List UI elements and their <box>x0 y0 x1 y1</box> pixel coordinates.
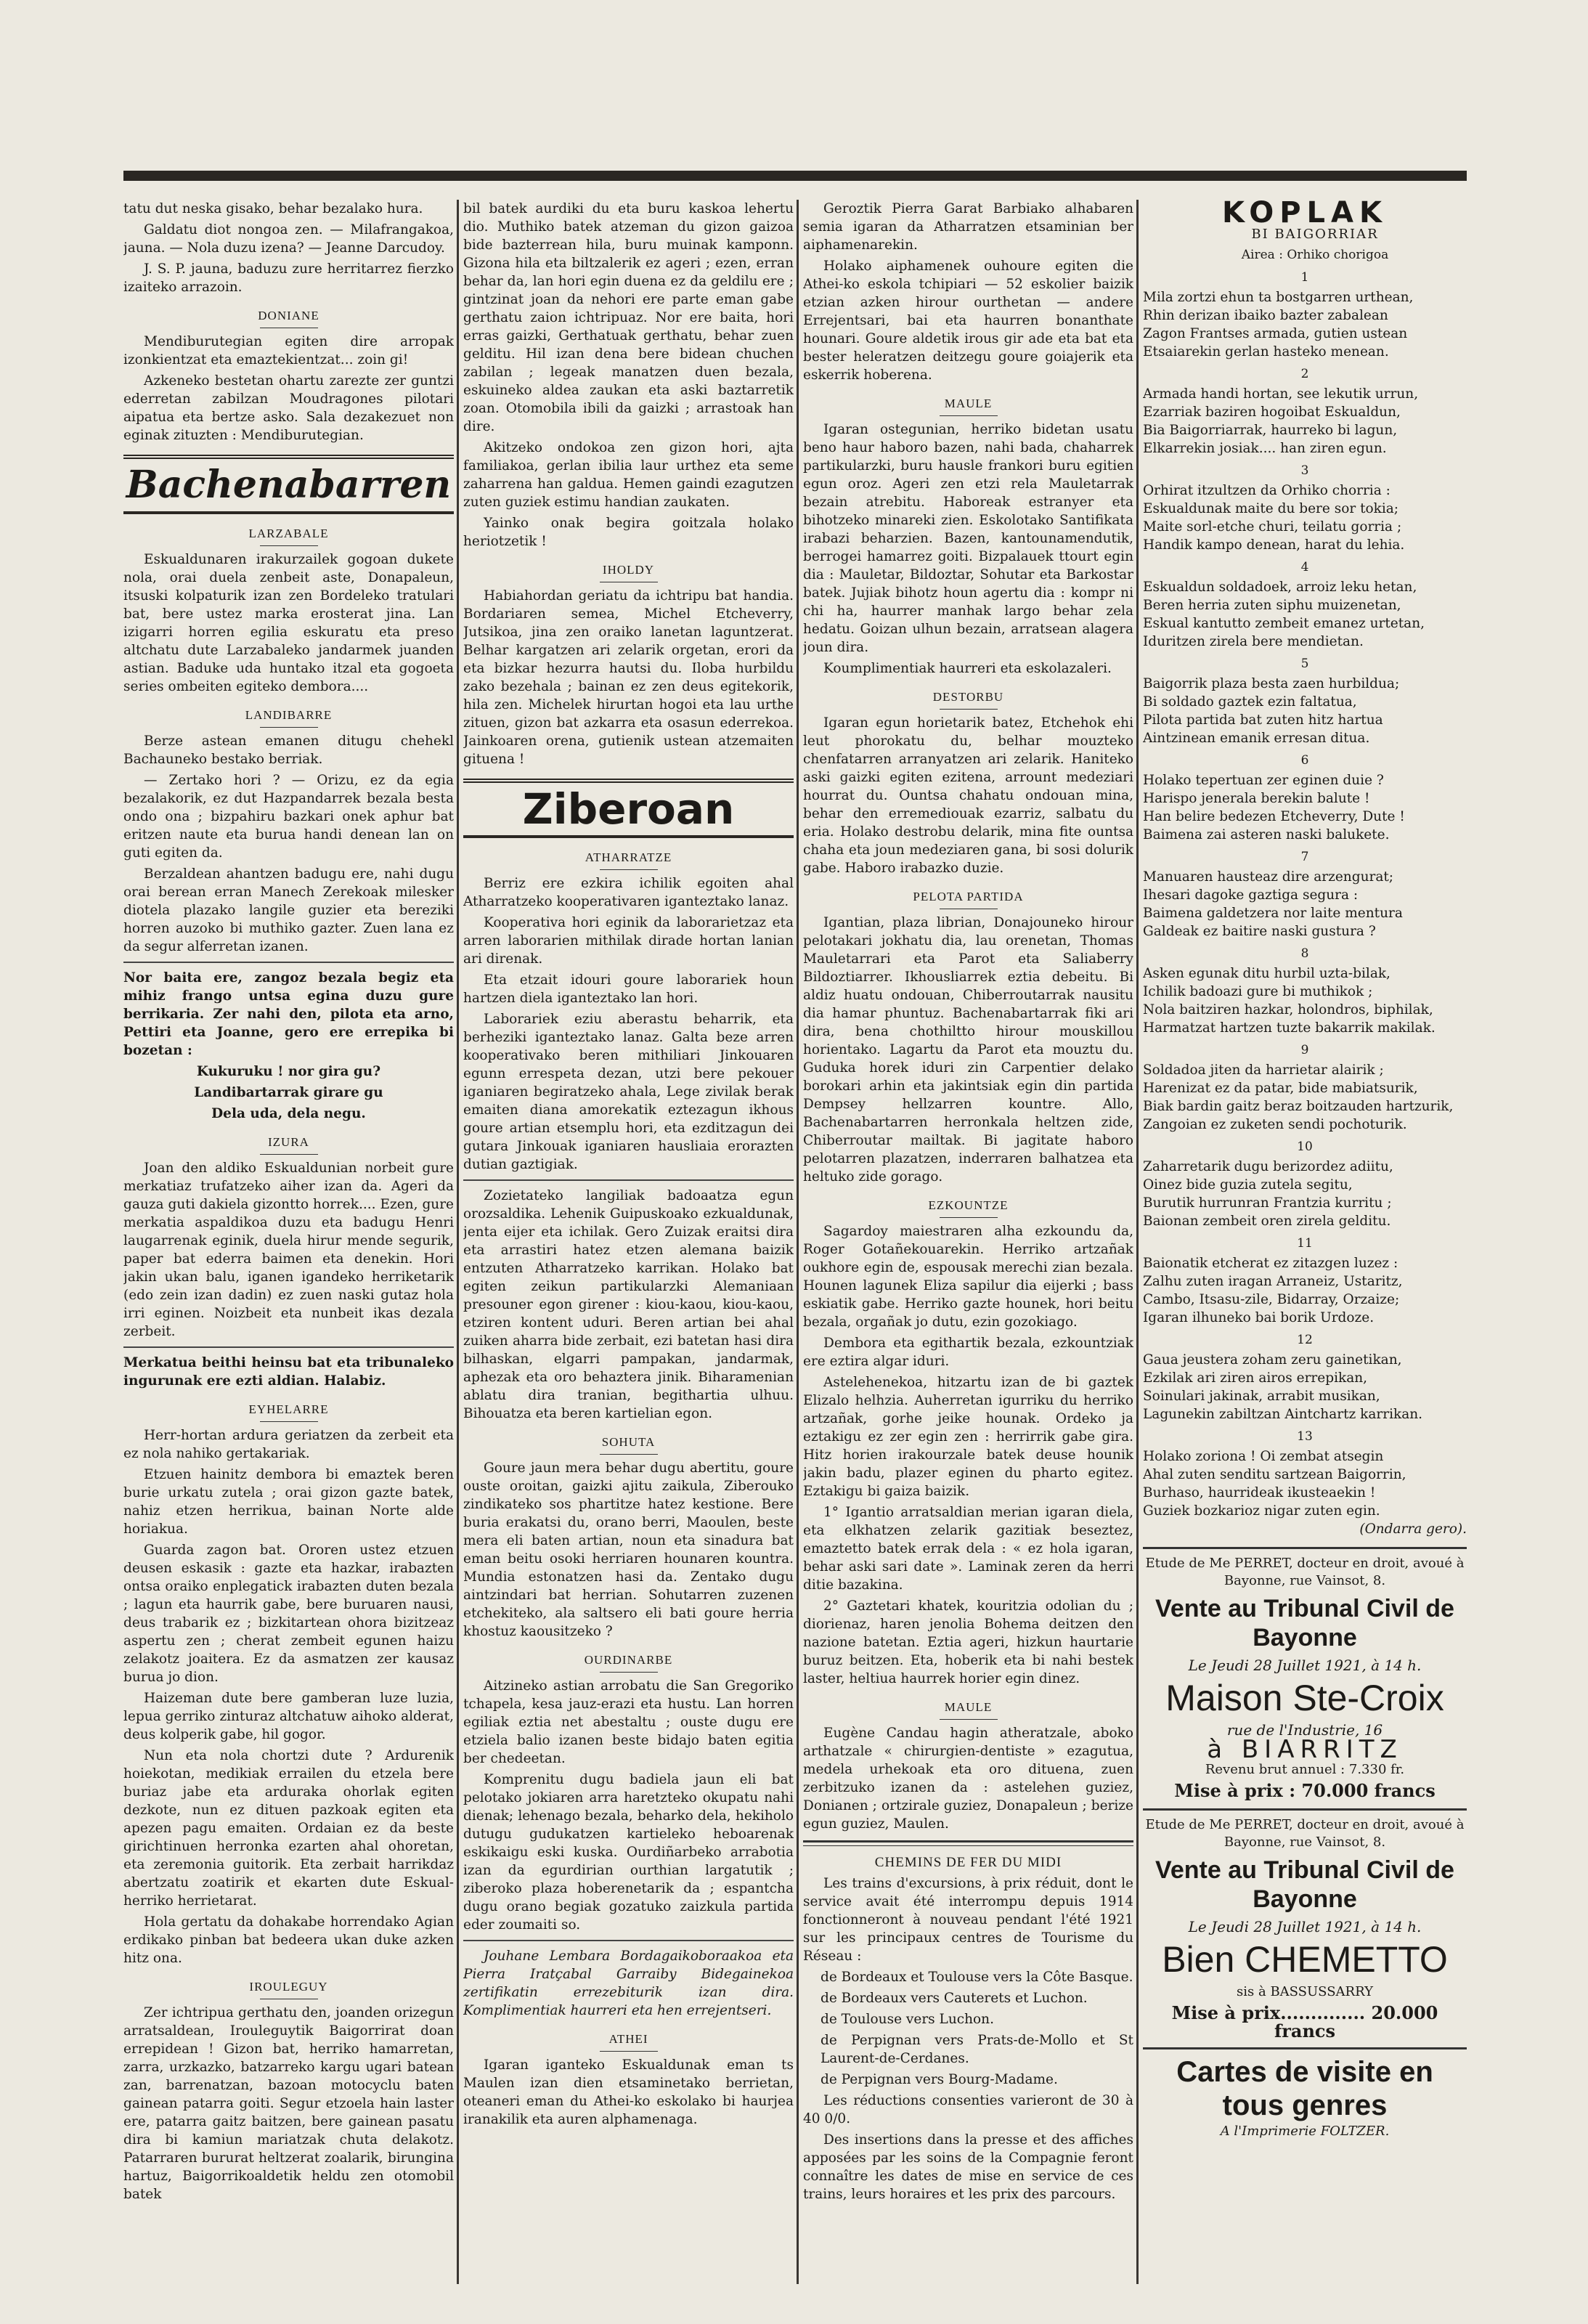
verse-line: Baionatik etcherat ez zitazgen luzez : <box>1143 1256 1398 1271</box>
verse-line: Ihesari dagoke gaztiga segura : <box>1143 887 1359 903</box>
verse-line: Harenizat ez da patar, bide mabiatsurik, <box>1143 1081 1418 1096</box>
paragraph: Nun eta nola chortzi dute ? Ardurenik hoiekotan, medikiak errailen du etzela bere buriaz jabe eta arduraka ohorlak egiten dezkote, nun ez dituen pazkoak egiten eta apezen pagu emaiten. Ordaian ez da beste girichtinuen herronka ezarten ahal ohoretan, eta zeremonia guitorik. Eta zerbait harrikdaz abertzatu zoatirik et ekarten dute Eskual-herriko herrietarat. <box>123 1748 454 1909</box>
paragraph: Herr-hortan ardura geriatzen da zerbeit eta ez nola nahiko gertakariak. <box>123 1428 454 1461</box>
paragraph: Berzaldean ahantzen badugu ere, nahi dugu orai berean erran Manech Zerekoak milesker diotela plazako langile guzier eta bereziki horren auzoko bi muthiko gazter. Zuen lana ez da segur alferretan izanen. <box>123 866 454 954</box>
verse-number: 8 <box>1300 946 1309 961</box>
paragraph: — Zertako hori ? — Orizu, ez da egia bezalakorik, ez dut Hazpandarrek bezala besta ondo ona ; bizpahiru bazkari onek aphur bat eritzen naute eta burua handi denean lan on guti egiten da. <box>123 773 454 861</box>
verse-line: Oinez bide guzia zutela segitu, <box>1143 1177 1353 1193</box>
paragraph: Des insertions dans la presse et des affiches apposées par les soins de la Compagnie feront connaître les dates de mise en service de ces trains, leurs horaires et les prix des parcours. <box>803 2132 1133 2202</box>
heading-maule-2: MAULE <box>803 1698 1133 1720</box>
verse-line: Igaran ilhuneko bai borik Urdoze. <box>1143 1310 1375 1325</box>
verse-line: Harmatzat hartzen tuzte bakarrik makilak. <box>1143 1020 1436 1036</box>
paragraph: Joan den aldiko Eskualdunian norbeit gure merkatiaz trufatzeko aiher izan da. Ageri da gauza guti dakiela gizontto horrek.... Ezen, gure merkatia aspaldikoa duzu eta badugu Henri laugarrenak eginik, duela hirur mende segurik, paper bat ederra baimen eta denekin. Hori jakin ukan balu, iganen igandeko herriketarik (edo zein izan dadin) ez zuen naski gutaz hola irri eginen. Noizbeit eta nunbeit ikas dezala zerbeit. <box>123 1161 454 1339</box>
section-title-ziberoan: Ziberoan <box>463 779 794 838</box>
route-line: de Bordeaux et Toulouse vers la Côte Basque. <box>821 1970 1133 1985</box>
verse-line: Baigorrik plaza besta zaen hurbildua; <box>1143 676 1400 691</box>
verse-number: 10 <box>1297 1139 1313 1154</box>
ad-cartes-de-visite: Cartes de visite en tous genres <box>1143 2047 1467 2122</box>
verse-number: 6 <box>1300 753 1309 768</box>
ad-vente: Vente au Tribunal Civil de Bayonne <box>1155 1856 1454 1913</box>
verse-line: Holako tepertuan zer eginen duie ? <box>1143 773 1384 788</box>
heading-larzabale: LARZABALE <box>123 524 454 546</box>
chant-line: Landibartarrak girare gu <box>194 1085 383 1100</box>
verse-line: Rhin derizan ibaiko bazter zabalean <box>1143 308 1388 323</box>
heading-sohuta: SOHUTA <box>463 1433 794 1455</box>
paragraph: Igaran iganteko Eskualdunak eman ts Maulen izan dien etsaminetako berrietan, oteaneri eman du Athei-ko eskolako bi haurjea iranakilik eta auren alphamenaga. <box>463 2057 794 2127</box>
paragraph: Yainko onak begira goitzala holako heriotzetik ! <box>463 516 794 549</box>
verse-line: Zaharretarik dugu berizordez adiitu, <box>1143 1159 1393 1174</box>
paragraph: Igaran ostegunian, herriko bidetan usatu beno haur haboro bazen, nahi bada, chaharrek partikularzki, buru hausle frankori buru egitien egun oroz. Ageri zen etzi rela Mauletarrak bezain atrebitu. Haboreak estranyer eta bihotzeko minareki zien. Eskolotako Santifikata irabazi beharzien. Bazen, kantounamendutik, berrogei hamarrez goiti. Bizpalauek ttourt egin dia : Mauletar, Bildoztar, Sohutar eta Barkostar batek. Jujiak bihotz houn agertu dia : kompr ni chi ha, haurrer manhak largo behar zela hedatu. Goizan ulhun bezain, arratsean alagera joun dira. <box>803 422 1133 655</box>
verse-line: Zalhu zuten iragan Arraneiz, Ustaritz, <box>1143 1274 1403 1289</box>
route-line: de Perpignan vers Bourg-Madame. <box>821 2072 1058 2087</box>
verse-line: Zagon Frantses armada, gutien ustean <box>1143 326 1408 341</box>
ad-property: Maison Ste-Croix <box>1165 1678 1444 1718</box>
heading-athei: ATHEI <box>463 2030 794 2052</box>
verse-line: Iduritzen zirela bere mendietan. <box>1143 634 1364 649</box>
verse-line: Handik kampo denean, harat du lehia. <box>1143 537 1405 553</box>
paragraph: Akitzeko ondokoa zen gizon hori, ajta familiakoa, gerlan ibilia laur urthez eta seme zaharrena han galdua. Hemen gaindi ezagutzen zuten guziek estimu handian zaukaten. <box>463 440 794 510</box>
heading-ourdinarbe: OURDINARBE <box>463 1651 794 1673</box>
paragraph: Sagardoy maiestraren alha ezkoundu da, Roger Gotañekouarekin. Herriko artzañak oukhore egin de, espousak merechi zian bezala. Hounen lagunek Eliza sapilur dia eijerki ; bass eskiatik gabe. Herriko gazte hounek, hori beitu bezala, orgañak jo dutu, ezin gozokiago. <box>803 1224 1133 1330</box>
verse-number: 13 <box>1297 1429 1313 1444</box>
verse-line: Mila zortzi ehun ta bostgarren urthean, <box>1143 290 1414 305</box>
paragraph: Nor baita ere, zangoz bezala begiz eta mihiz frango untsa egina duzu gure berrikaria. Zer nahi den, pilota eta arno, Pettiri eta Joanne, gero ere errepika bi bozetan : <box>123 970 454 1058</box>
column-2 <box>463 200 794 2284</box>
verse-number: 3 <box>1300 463 1309 478</box>
paragraph: Jouhane Lembara Bordagaikoboraakoa eta Pierra Iratçabal Garraiby Bidegainekoa zertifikatin errezebiturik izan dira. Komplimentiak haurreri eta hen errejentseri. <box>463 1949 794 2018</box>
newspaper-page <box>123 156 1467 2291</box>
verse-line: Lagunekin zabiltzan Aintchartz karrikan. <box>1143 1407 1423 1422</box>
divider <box>123 1346 454 1348</box>
verse-line: Holako zoriona ! Oi zembat atsegin <box>1143 1449 1384 1464</box>
paragraph: Berze astean emanen ditugu chehekl Bachauneko bestako berriak. <box>123 734 454 767</box>
paragraph: Dembora eta egithartik bezala, ezkountziak ere eztira algar iduri. <box>803 1336 1133 1369</box>
paragraph: Geroztik Pierra Garat Barbiako alhabaren semia igaran da Atharratzen etsaminian ber aiphamenarekin. <box>803 201 1133 253</box>
verse-line: Burhaso, haurrideak ikusteaekin ! <box>1143 1485 1376 1500</box>
koplak-subtitle: BI BAIGORRIAR <box>1251 227 1379 242</box>
verse-line: Soinulari jakinak, arrabit musikan, <box>1143 1389 1380 1404</box>
verse-line: Zangoian ez zuketen sendi pochoturik. <box>1143 1117 1407 1132</box>
paragraph: Aitzineko astian arrobatu die San Gregoriko tchapela, kesa jauz-erazi eta hustu. Lan horren egiliak eztia net abestaltu ; ouste dugu ere etziela balio izanen beste bidajo baten egitia ber chedeetan. <box>463 1678 794 1766</box>
paragraph: Les réductions consenties varieront de 30 à 40 0/0. <box>803 2093 1133 2126</box>
divider <box>803 1840 1133 1846</box>
ad-imprimerie: A l'Imprimerie FOLTZER. <box>1220 2124 1390 2139</box>
paragraph: Holako aiphamenek ouhoure egiten die Athei-ko eskola tchipiari — 52 eskolier baizik etzian azken hirour ourthetan — andere Errejentsari, bai eta haurren bonanthate hounari. Goure aldetik irous gir ade eta bat eta bester heleratzen deitzegu goure goiajerik eta eskerrik hoberena. <box>803 259 1133 383</box>
ad-address: rue de l'Industrie, 16 <box>1226 1721 1383 1739</box>
verse-line: Han belire bedezen Etcheverry, Dute ! <box>1143 809 1405 824</box>
heading-destorbu: DESTORBU <box>803 688 1133 710</box>
verse-line: Ichilik badoazi gure bi muthikok ; <box>1143 984 1373 999</box>
ad-etude: Etude de Me PERRET, docteur en droit, avoué à Bayonne, rue Vainsot, 8. <box>1145 1817 1465 1850</box>
verse-line: Asken egunak ditu hurbil uzta-bilak, <box>1143 966 1390 981</box>
verse-number: 12 <box>1297 1333 1313 1347</box>
paragraph: Mendiburutegian egiten dire arropak izonkientzat eta emaztekientzat... zoin gi! <box>123 334 454 367</box>
paragraph: Galdatu diot nongoa zen. — Milafrangakoa, jauna. — Nola duzu izena? — Jeanne Darcudoy. <box>123 222 454 256</box>
verse-line: Soldadoa jiten da harrietar alairik ; <box>1143 1063 1384 1078</box>
heading-ezkountze: EZKOUNTZE <box>803 1196 1133 1218</box>
verse-line: Pilota partida bat zuten hitz hartua <box>1143 712 1383 728</box>
ad-date: Le Jeudi 28 Juillet 1921, à 14 h. <box>1188 1657 1422 1674</box>
paragraph: Koumplimentiak haurreri eta eskolazaleri. <box>823 661 1112 676</box>
paragraph: Hola gertatu da dohakabe horrendako Agian erdikako pinban bat bedeera ukan duke azken hitz ona. <box>123 1914 454 1966</box>
paragraph: Guarda zagon bat. Ororen ustez etzuen deusen eskasik : gazte eta hazkar, irabazten ontsa oraiko enplegatick irabazten duten bezala ; lagun eta haurrik gabe, bere buruaren nausi, deus trabarik ez ; bizkitartean ohora bizitzeaz aspertu zen ; cherat zembeit egunen haizu zelakotz joaitera. Ez da asmatzen zer kausaz burua jo dion. <box>123 1543 454 1685</box>
verse-line: Ahal zuten senditu sartzean Baigorrin, <box>1143 1467 1406 1482</box>
ad-price: Mise à prix : 70.000 francs <box>1174 1780 1436 1801</box>
verse-line: Elkarrekin josiak.... han ziren egun. <box>1143 441 1387 456</box>
paragraph: Komprenitu dugu badiela jaun eli bat pelotako jokiaren arra haretzteko okupatu nahi dienak; lehenago bezala, beharko dela, hekiholo dutugu gudukatzen kartieleko heboarenak eskikaigu eski kuska. Ourdiñarbeko arrabotia izan da egurdirian ourthian largatutik ; ziberoko plaza hoberenetarik da ; espantcha dugu orano begiak gozatuko zaizkula partida eder zoumaiti so. <box>463 1772 794 1933</box>
paragraph: Laborariek eziu aberastu beharrik, eta berheziki iganteztako lanaz. Galta beze arren kooperativako beren mithiliari Jinkouaren egunn errespeta dezan, utzi bere pekouer iganiaren begiratzeko ahala, Lege zivilak berak emaiten diana amorekatik eztezagun ikhous goure artian etsemplu hori, eta ezditzagun dei gutara Jinkouak iganiaren hausliaia erorazten dutian gaztigiak. <box>463 1012 794 1172</box>
koplak-air: Airea : Orhiko chorigoa <box>1241 248 1389 262</box>
verse-line: Galdeak ez baitire naski gustura ? <box>1143 924 1376 939</box>
divider <box>463 1940 794 1941</box>
verses <box>1143 269 1467 1520</box>
paragraph: Berriz ere ezkira ichilik egoiten ahal Atharratzeko kooperativaren iganteztako lanaz. <box>463 876 794 909</box>
verse-line: Eskualdunak maite du bere sor tokia; <box>1143 501 1399 516</box>
paragraph: Merkatua beithi heinsu bat eta tribunaleko ingurunak ere ezti aldian. Halabiz. <box>123 1355 454 1389</box>
verse-line: Manuaren hausteaz dire arzengurat; <box>1143 869 1394 885</box>
header-rule <box>123 171 1467 181</box>
heading-landibarre: LANDIBARRE <box>123 706 454 728</box>
verse-line: Baimena zai asteren naski balukete. <box>1143 827 1390 842</box>
verse-line: Cambo, Itsasu-zile, Bidarray, Orzaize; <box>1143 1292 1400 1307</box>
paragraph: Etzuen hainitz dembora bi emaztek beren burie urkatu zutela ; orai gizon gazte batek, nahiz etzen herrikua, bainan Norte alde horiakua. <box>123 1467 454 1537</box>
divider <box>463 1179 794 1181</box>
verse-line: Aintzinean emanik erresan ditua. <box>1143 731 1370 746</box>
verse-line: Burutik hurrunran Frantzia kurritu ; <box>1143 1195 1392 1211</box>
verse-line: Armada handi hortan, see lekutik urrun, <box>1143 386 1419 402</box>
ad-price: Mise à prix.............. 20.000 francs <box>1171 2002 1438 2041</box>
verse-line: Beren herria zuten siphu muizenetan, <box>1143 598 1401 613</box>
paragraph: Igaran egun horietarik batez, Etchehok ehi leut phorokatu du, belhar mouzteko chenfatarren arranyatzen ari zelarik. Haniteko aski gaizki egiten ezitena, arrount medeziari hourrat du. Ountsa chahatu ondouan mina, behar den erremediouak ezarriz, salbatu du eria. Holako destrobu delarik, mina fite ountsa chaha eta joun medeziaren gana, bi sosi dolurik gabe. Haboro irabazko duzie. <box>803 715 1133 876</box>
ad-etude: Etude de Me PERRET, docteur en droit, avoué à Bayonne, rue Vainsot, 8. <box>1145 1556 1465 1588</box>
heading-atharratze: ATHARRATZE <box>463 848 794 870</box>
heading-irouleguy: IROULEGUY <box>123 1978 454 1999</box>
verse-line: Nola baitziren hazkar, holondros, biphilak, <box>1143 1002 1433 1017</box>
verse-line: Harispo jenerala berekin balute ! <box>1143 791 1370 806</box>
paragraph: Goure jaun mera behar dugu abertitu, goure ouste oroitan, gaizki ajitu zaikula, Ziberouko zindikateko sos phartitze hatez kestione. Bere buria erakatsi du, orano berri, Maoulen, beste mera eli baten artian, noun eta sinadura bat eman beitu osoki herriaren hounaren kountra. Mundia estonatzen hasi da. Zentako dugu aintzindari bat herrian. Sohutarren zuzenen etchekiteko, ala saltsero eli bati goure herria khostuz kaousitzeko ? <box>463 1460 794 1639</box>
ad-property: Bien CHEMETTO <box>1162 1939 1448 1980</box>
paragraph: Astelehenekoa, hitzartu izan de bi gaztek Elizalo helhzia. Auherretan igurriku du herriko artzañak, gorhe jeike hounak. Ordeko ja eztakigu ez zer egin zen : herrirrik gabe gira. Hitz horien irakourzale batek deuse hounik jakin badu, plazer eginen du pharto egitez. Eztakigu bi gaiza baizik. <box>803 1375 1133 1499</box>
paragraph: 2° Gaztetari khatek, kouritzia odolian du ; diorienaz, haren jenolia Bohema deitzen den nazione batetan. Eztia ageri, hizkun haurtarie buruz beitzen. Eta, hoberik eta bi nahi bestek laster, heltiua haurrek horier egin dinez. <box>803 1598 1133 1686</box>
paragraph: tatu dut neska gisako, behar bezalako hura. <box>123 201 423 216</box>
paragraph: Eugène Candau hagin atheratzale, aboko arthatzale « chirurgien-dentiste » ezagutua, medela urhekoak eta oro dituena, zuen zerbitzuko izanen da : astelehen guziez, Donianen ; ortzirale guziez, Donapaleun ; berize egun guziez, Maulen. <box>803 1726 1133 1832</box>
ad-city: à BIARRITZ <box>1207 1735 1403 1764</box>
verse-number: 11 <box>1297 1236 1313 1251</box>
heading-iholdy: IHOLDY <box>463 561 794 582</box>
paragraph: Azkeneko bestetan ohartu zarezte zer guntzi ederretan zabilzan Moudragones pilotari aipatua eta bertze asko. Sala dezakezuet non eginak zituzten : Mendiburutegian. <box>123 373 454 443</box>
column-divider <box>797 200 799 2284</box>
heading-pelota-partida: PELOTA PARTIDA <box>803 887 1133 909</box>
section-title-bachenabarren: Bachenabarren <box>123 455 454 514</box>
heading-chemins-de-fer: CHEMINS DE FER DU MIDI <box>874 1855 1062 1870</box>
column-1 <box>123 200 454 2284</box>
koplak-title: KOPLAK <box>1222 200 1388 229</box>
verse-number: 4 <box>1300 560 1309 574</box>
verse-line: Eskualdun soldadoek, arroiz leku hetan, <box>1143 580 1417 595</box>
column-3 <box>803 200 1133 2284</box>
paragraph: Habiahordan geriatu da ichtripu bat handia. Bordariaren semea, Michel Etcheverry, Jutsikoa, jina zen oraiko lanetan laguntzerat. Belhar kargatzen ari zelarik orgetan, erori da eta bizkar hezurra hautsi du. Iloba hurbildu zako bezehala ; bainan ez zen deus egitekorik, hila zen. Michelek hirurtan hogoi eta lau urthe zituen, gizon bat azkarra eta osasun ederrekoa. Jainkoaren orena, gutienik ustean atzemaiten gituena ! <box>463 588 794 767</box>
verse-line: Bi soldado gaztek ezin faltatua, <box>1143 694 1357 710</box>
verse-line: Orhirat itzultzen da Orhiko chorria : <box>1143 483 1390 498</box>
verse-line: Etsaiarekin gerlan hasteko menean. <box>1143 344 1389 359</box>
verse-line: Maite sorl-etche churi, teilatu gorria ; <box>1143 519 1402 535</box>
heading-izura: IZURA <box>123 1133 454 1155</box>
ad-city: sis à BASSUSSARRY <box>1237 1984 1373 1999</box>
ad-revenue: Revenu brut annuel : 7.330 fr. <box>1205 1762 1405 1777</box>
verse-number: 9 <box>1300 1043 1309 1057</box>
paragraph: Les trains d'excursions, à prix réduit, dont le service avait été interrompu depuis 1914 fonctionneront à nouveau pendant l'été 1921 sur les principaux centres de Tourisme du Réseau : <box>803 1876 1133 1964</box>
paragraph: Zozietateko langiliak badoaatza egun orozsaldika. Lehenik Guipuskoako ezkualdunak, jenta eijer eta ichilak. Gero Zuizak eraitsi dira eta arrastiri hatez etzen alemana baizik entzuten Atharratzeko karrikan. Holako bat egiten zeikun partikularzki Alemaniaan presouner egon girener : kiou-kaou, kiou-kaou, etziren kontent uduri. Beren artian bei ahal zuiken aharra bide zerbait, ezi batetan hasi dira bilhaskan, elgarri pampakan, jandarmak, aphezak eta oro behaztera jinik. Biharamenian ablatu dira tranian, begithartia ulhuu. Bihouatza eta beren kartielian egon. <box>463 1188 794 1421</box>
column-4 <box>1143 200 1467 2284</box>
column-divider <box>1136 200 1139 2284</box>
route-line: de Toulouse vers Luchon. <box>821 2012 994 2027</box>
verse-line: Eskual kantutto zembeit emanez urtetan, <box>1143 616 1425 631</box>
heading-eyhelarre: EYHELARRE <box>123 1400 454 1422</box>
paragraph: Kooperativa hori eginik da laborarietzaz eta arren laborarien mithilak dirade hortan lanian ari direnak. <box>463 915 794 967</box>
verse-number: 7 <box>1300 850 1309 864</box>
route-line: de Bordeaux vers Cauterets et Luchon. <box>821 1991 1088 2006</box>
heading-maule: MAULE <box>803 394 1133 416</box>
verse-number: 2 <box>1300 367 1309 381</box>
paragraph: Eta etzait idouri goure laborariek houn hartzen diela iganteztako lan hori. <box>463 972 794 1006</box>
verse-line: Guziek bozkarioz nigar zuten egin. <box>1143 1503 1380 1519</box>
chant-line: Kukuruku ! nor gira gu? <box>196 1064 381 1079</box>
verse-number: 1 <box>1300 270 1309 285</box>
column-divider <box>457 200 459 2284</box>
paragraph: Haizeman dute bere gamberan luze luzia, lepua gerriko zinturaz altchatuw aihoko alderat, deus kolperik gabe, hil gogor. <box>123 1691 454 1742</box>
chant-line: Dela uda, dela negu. <box>211 1106 366 1121</box>
ad-vente: Vente au Tribunal Civil de Bayonne <box>1155 1595 1454 1651</box>
signature: (Ondarra gero). <box>1359 1521 1467 1537</box>
verse-line: Gaua jeustera zoham zeru gainetikan, <box>1143 1352 1402 1368</box>
paragraph: J. S. P. jauna, baduzu zure herritarrez fierzko izaiteko arrazoin. <box>123 261 454 295</box>
paragraph: 1° Igantio arratsaldian merian igaran diela, eta elkhatzen zelarik gazitiak beseztez, emaztetto batek errak dela : « ez hola igaran, behar aski sari date ». Laminak zeren da herri ditie bazakina. <box>803 1505 1133 1593</box>
verse-number: 5 <box>1300 657 1309 671</box>
paragraph: Zer ichtripua gerthatu den, joanden orizegun arratsaldean, Irouleguytik Baigorrirat doan errepidean ! Gizon bat, herriko hamarretan, zarra, urzkazko, batzarreko kargu ugari batean zan, barrenatzan, bazoan motocyclu baten gainean patarra goiti. Segur etzoela hain laster ere, patarra gaitz baitzen, bere gainean pasatu dira bi kamiun mariatzak chuta delakotz. Patarraren bururat heltzerat zoalarik, birungina hartuz, Baigorrikoaldetik heldu zen otomobil batek <box>123 2005 454 2202</box>
route-line: de Perpignan vers Prats-de-Mollo et St Laurent-de-Cerdanes. <box>821 2033 1133 2066</box>
verse-line: Baimena galdetzera nor laite mentura <box>1143 906 1403 921</box>
verse-line: Bia Baigorriarrak, haurreko bi lagun, <box>1143 423 1398 438</box>
advertisement-maison <box>1143 1547 1467 1800</box>
verse-line: Ezkilak ari ziren airos errepikan, <box>1143 1370 1368 1386</box>
verse-line: Baionan zembeit oren zirela gelditu. <box>1143 1214 1391 1229</box>
paragraph: Eskualdunaren irakurzailek gogoan dukete nola, orai duela zenbeit aste, Donapaleun, itsuski kolpaturik izan zen Bordeleko tratulari bat, bere ustez marka erosterat jina. Lan izigarri horren egilia eskuratu eta preso altchatu dute Larzabaleko jandarmek juanden astian. Baduke uda huntako itzal eta gogoeta series ombeiten egiteko dembora.... <box>123 552 454 694</box>
advertisement-chemetto <box>1143 1808 1467 2040</box>
paragraph: bil batek aurdiki du eta buru kaskoa lehertu dio. Muthiko batek atzeman du gizon gaizoa bide bazterrean hila, buru muinak kamponn. Gizona hila eta biltzalerik ez ageri ; ezen, erran behar da, lan hori egin duena ez da geldilu ere ; gintzinat joan da nehori ere parte eman gabe gerthatu zaion ichtripuaz. Nor ere baita, hori erras gaizki, Gerthatuak gerthatu, behar zuen gelditu. Hil izan dena bere bidean chuchen zabilan ; legeak manatzen duen bezala, eskuineko aldea zaukan eta aski baztarretik zoan. Otomobila ibili da gaizki ; arrastoak han dire. <box>463 201 794 434</box>
divider <box>123 962 454 963</box>
heading-doniane: DONIANE <box>123 306 454 328</box>
verse-line: Biak bardin gaitz beraz boitzauden hartzurik, <box>1143 1099 1454 1114</box>
ad-date: Le Jeudi 28 Juillet 1921, à 14 h. <box>1188 1918 1422 1935</box>
verse-line: Ezarriak baziren hogoibat Eskualdun, <box>1143 405 1401 420</box>
paragraph: Igantian, plaza librian, Donajouneko hirour pelotakari jokhatu dia, lau orenetan, Thomas Mauletarrari eta Parot eta Saliaberry Bildoztiarrer. Ikhousliarrek eztia debeitu. Bi aldiz huatu ondouan, Chiberroutarrak nausitu dia hamar phuntuz. Bachenabartarrak fiki ari dira, bena chothiltto hirour mouskillou horientako. Lagartu da Parot eta mouztu du. Guduka horek iduri zin Carpentier delako borokari arhin eta jakintsiak egin din partida Dempsey hellzarren kountre. Allo, Bachenabartarren herronkala heltzen zide, Chiberroutar mailtak. Bi jagitate haboro pelotarren plazatzen, inderraren balhatzea eta heltuko zide gorago. <box>803 915 1133 1185</box>
